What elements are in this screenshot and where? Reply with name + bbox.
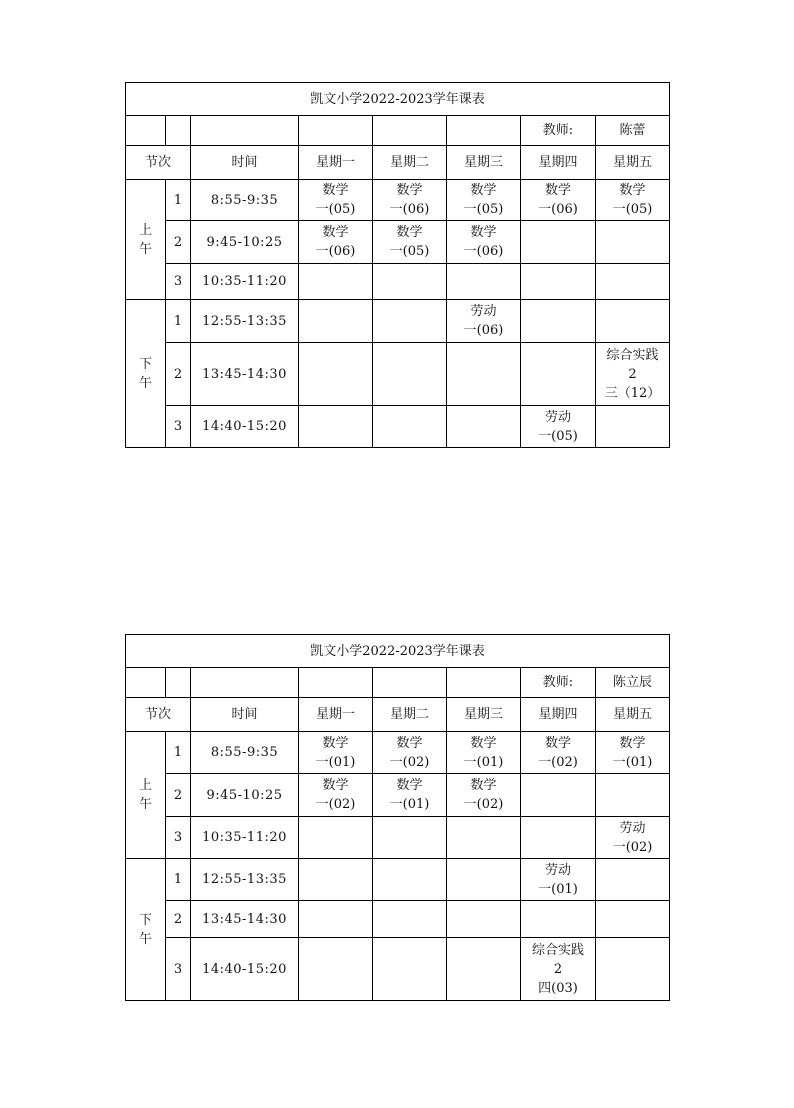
day-header: 星期一: [299, 698, 373, 732]
period-number: 3: [166, 938, 191, 1001]
period-number: 3: [166, 817, 191, 859]
day-header: 星期五: [596, 146, 670, 180]
class-cell: 数学 一(05): [447, 180, 521, 221]
half-label-morning: 上 午: [126, 180, 166, 300]
day-header: 星期一: [299, 146, 373, 180]
time-header: 时间: [191, 698, 299, 732]
class-cell: 数学 一(01): [299, 732, 373, 774]
period-time: 9:45-10:25: [191, 774, 299, 817]
teacher-label: 教师:: [521, 116, 596, 146]
timetable-1: [125, 82, 670, 448]
period-number: 2: [166, 343, 191, 406]
teacher-name: 陈蕾: [596, 116, 670, 146]
period-number: 1: [166, 859, 191, 901]
class-cell: 数学 一(02): [521, 732, 596, 774]
period-number: 2: [166, 774, 191, 817]
day-header: 星期二: [373, 698, 447, 732]
class-cell: 数学 一(06): [521, 180, 596, 221]
period-number: 1: [166, 180, 191, 221]
period-time: 13:45-14:30: [191, 901, 299, 938]
teacher-label: 教师:: [521, 668, 596, 698]
class-cell: [596, 774, 670, 817]
day-header: 星期三: [447, 146, 521, 180]
class-cell: 综合实践 2 四(03): [521, 938, 596, 1001]
period-number: 3: [166, 264, 191, 300]
period-time: 10:35-11:20: [191, 264, 299, 300]
period-time: 13:45-14:30: [191, 343, 299, 406]
teacher-name: 陈立辰: [596, 668, 670, 698]
day-header: 星期四: [521, 146, 596, 180]
period-time: 12:55-13:35: [191, 859, 299, 901]
class-cell: 数学 一(02): [447, 774, 521, 817]
class-cell: 劳动 一(05): [521, 406, 596, 448]
period-time: 14:40-15:20: [191, 406, 299, 448]
day-header: 星期四: [521, 698, 596, 732]
half-label-afternoon: 下 午: [126, 859, 166, 1001]
class-cell: 数学 一(06): [447, 221, 521, 264]
class-cell: 数学 一(05): [596, 180, 670, 221]
day-header: 星期二: [373, 146, 447, 180]
period-header: 节次: [126, 146, 191, 180]
class-cell: [521, 221, 596, 264]
period-number: 2: [166, 901, 191, 938]
class-cell: 劳动 一(02): [596, 817, 670, 859]
period-number: 1: [166, 732, 191, 774]
class-cell: 数学 一(05): [299, 180, 373, 221]
class-cell: 数学 一(02): [299, 774, 373, 817]
class-cell: 数学 一(01): [447, 732, 521, 774]
period-time: 12:55-13:35: [191, 300, 299, 343]
class-cell: 数学 一(06): [299, 221, 373, 264]
period-time: 8:55-9:35: [191, 732, 299, 774]
day-header: 星期五: [596, 698, 670, 732]
timetable-2: [125, 634, 670, 1001]
period-time: 14:40-15:20: [191, 938, 299, 1001]
class-cell: [521, 774, 596, 817]
table-title: 凯文小学2022-2023学年课表: [126, 83, 670, 116]
class-cell: 劳动 一(06): [447, 300, 521, 343]
period-time: 9:45-10:25: [191, 221, 299, 264]
half-label-afternoon: 下 午: [126, 300, 166, 448]
table-title: 凯文小学2022-2023学年课表: [126, 635, 670, 668]
period-time: 10:35-11:20: [191, 817, 299, 859]
class-cell: 综合实践 2 三（12）: [596, 343, 670, 406]
half-label-morning: 上 午: [126, 732, 166, 859]
class-cell: 数学 一(01): [596, 732, 670, 774]
period-header: 节次: [126, 698, 191, 732]
class-cell: 数学 一(06): [373, 180, 447, 221]
period-number: 3: [166, 406, 191, 448]
period-time: 8:55-9:35: [191, 180, 299, 221]
class-cell: 数学 一(02): [373, 732, 447, 774]
class-cell: [596, 221, 670, 264]
class-cell: 数学 一(05): [373, 221, 447, 264]
class-cell: 劳动 一(01): [521, 859, 596, 901]
class-cell: 数学 一(01): [373, 774, 447, 817]
time-header: 时间: [191, 146, 299, 180]
day-header: 星期三: [447, 698, 521, 732]
period-number: 2: [166, 221, 191, 264]
period-number: 1: [166, 300, 191, 343]
